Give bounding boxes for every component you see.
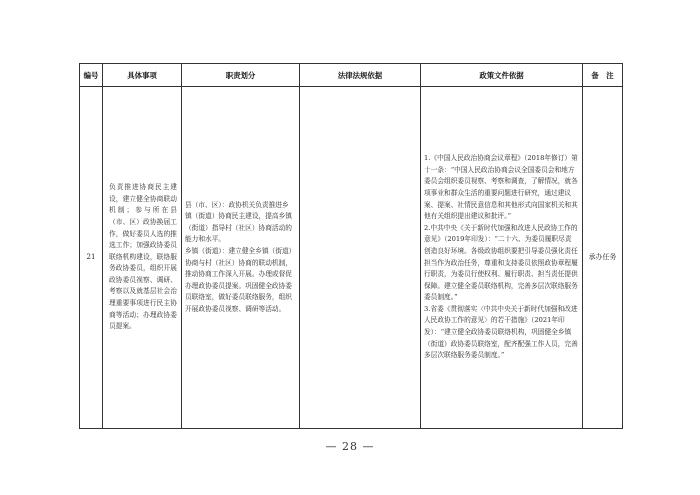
duty-township: 乡镇（街道）：建立健全乡镇（街道）协商与村（社区）协商的联动机制，推动协商工作深入开展。办理或督促办理政协委员提案。巩固健全政协委员联络室，做好委员联络服务，组织开展政协委员视察、调研等活动。	[185, 246, 292, 313]
header-duty: 职责划分	[182, 64, 300, 87]
row-number: 21	[80, 87, 103, 429]
row-duty-cell	[182, 87, 300, 429]
policy-item-1: 1.《中国人民政治协商会议章程》（2018年修订）第十一条：“中国人民政治协商会议全国委员会和地方委员会组织委员视察、考察和调查，了解情况，就各项事业和群众生活的重要问题进行研究，通过建议案、提案、社情民意信息和其他形式向国家机关和其他有关组织提出建议和批评。”	[424, 154, 578, 221]
document-sheet	[79, 63, 622, 429]
row-note: 承办任务	[583, 87, 623, 429]
policy-item-3: 3.省委《贯彻落实〈中共中央关于新时代加强和改进人民政协工作的意见〉的若干措施》（2021年印发）：“建立健全政协委员联络机构，巩固健全乡镇（街道）政协委员联络室，配齐配强工作人员，完善多层次联络服务委员制度。”	[424, 304, 578, 360]
table-header-row	[80, 64, 623, 87]
row-policy-cell	[421, 87, 583, 429]
policy-item-2: 2.中共中央《关于新时代加强和改进人民政协工作的意见》（2019年印发）：“二十六、为委员履职尽责创造良好环境。各级政协组织要把引导委员强化责任担当作为政治任务，尊重和支持委员依照政协章程履行职责，为委员行使权利、履行职责、担当责任提供保障。建立健全委员联络机构，完善多层次联络服务委员制度。”	[424, 223, 578, 302]
responsibility-table	[79, 63, 623, 429]
header-note: 备 注	[583, 64, 623, 87]
duty-county: 县（市、区）：政协机关负责推进乡镇（街道）协商民主建设，提高乡镇（街道）指导村（社区）协商活动的能力和水平。	[185, 200, 292, 244]
header-item: 具体事项	[103, 64, 182, 87]
header-law: 法律法规依据	[300, 64, 421, 87]
row-law-cell	[300, 87, 421, 429]
page-number: — 28 —	[325, 440, 375, 453]
header-number: 编号	[80, 64, 103, 87]
table-row	[80, 87, 623, 429]
header-policy: 政策文件依据	[421, 64, 583, 87]
row-item-text: 负责推进协商民主建设，建立健全协商联动机制；参与所在县（市、区）政协换届工作，做好委员人选的推选工作；加强政协委员联络机构建设，联络服务政协委员，组织开展政协委员视察、调研、考察以及就基层社会治理重要事项进行民主协商等活动；办理政协委员提案。	[103, 87, 182, 429]
